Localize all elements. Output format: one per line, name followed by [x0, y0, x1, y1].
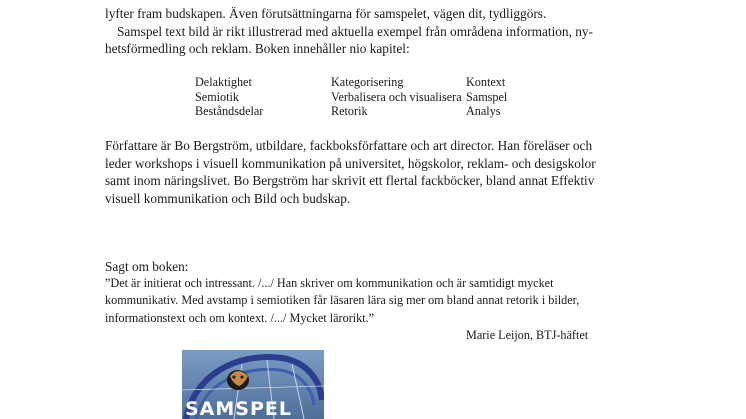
intro-paragraph	[105, 5, 643, 58]
chapter-item: Verbalisera och visualisera	[331, 89, 462, 104]
quote-line: ”Det är initierat och intressant. /.../ Han skriver om kommunikation och är samtidigt mycket	[105, 276, 554, 290]
book-cover-image	[182, 350, 324, 419]
author-line: leder workshops i visuell kommunikation på universitet, högskolor, reklam- och desigskolor	[105, 155, 596, 171]
intro-line: hetsförmedling och reklam. Boken innehåller nio kapitel:	[105, 41, 410, 56]
chapter-column-2	[331, 75, 462, 119]
chapter-item: Analys	[466, 104, 501, 119]
chapter-item: Kontext	[466, 75, 506, 89]
quote-line: kommunikativ. Med avstamp i semiotiken får läsaren lära sig mer om bland annat retorik i bilder,	[105, 293, 580, 308]
review-heading: Sagt om boken:	[105, 259, 189, 274]
chapter-item: Retorik	[331, 104, 368, 119]
chapter-item: Semiotik	[195, 89, 240, 104]
chapter-column-3	[466, 75, 507, 119]
chapter-item: Delaktighet	[195, 75, 252, 89]
quote-line: informationstext och om kontext. /.../ Mycket lärorikt.”	[105, 310, 375, 325]
author-line: visuell kommunikation och Bild och budskap.	[105, 190, 351, 206]
chapter-column-1	[195, 75, 263, 119]
review-quote	[105, 275, 645, 327]
cover-figure-eye	[241, 376, 244, 379]
chapter-item: Kategorisering	[331, 75, 404, 89]
chapter-item: Beståndsdelar	[195, 104, 264, 119]
intro-line: lyfter fram budskapen. Även förutsättningarna för samspelet, vägen dit, tydliggörs.	[105, 6, 547, 21]
chapter-item: Samspel	[466, 89, 508, 104]
cover-figure-eye	[233, 376, 236, 379]
cover-title: SAMSPEL	[185, 398, 292, 419]
author-line: samt inom näringslivet. Bo Bergström har skrivit ett flertal fackböcker, bland annat Effektiv	[105, 173, 595, 188]
intro-line: Samspel text bild är rikt illustrerad med aktuella exempel från områdena information, ny-	[117, 23, 593, 39]
author-line: Författare är Bo Bergström, utbildare, fackboksförfattare och art director. Han föreläser och	[105, 138, 593, 153]
author-paragraph	[105, 137, 643, 207]
review-signature: Marie Leijon, BTJ-häftet	[466, 328, 589, 342]
